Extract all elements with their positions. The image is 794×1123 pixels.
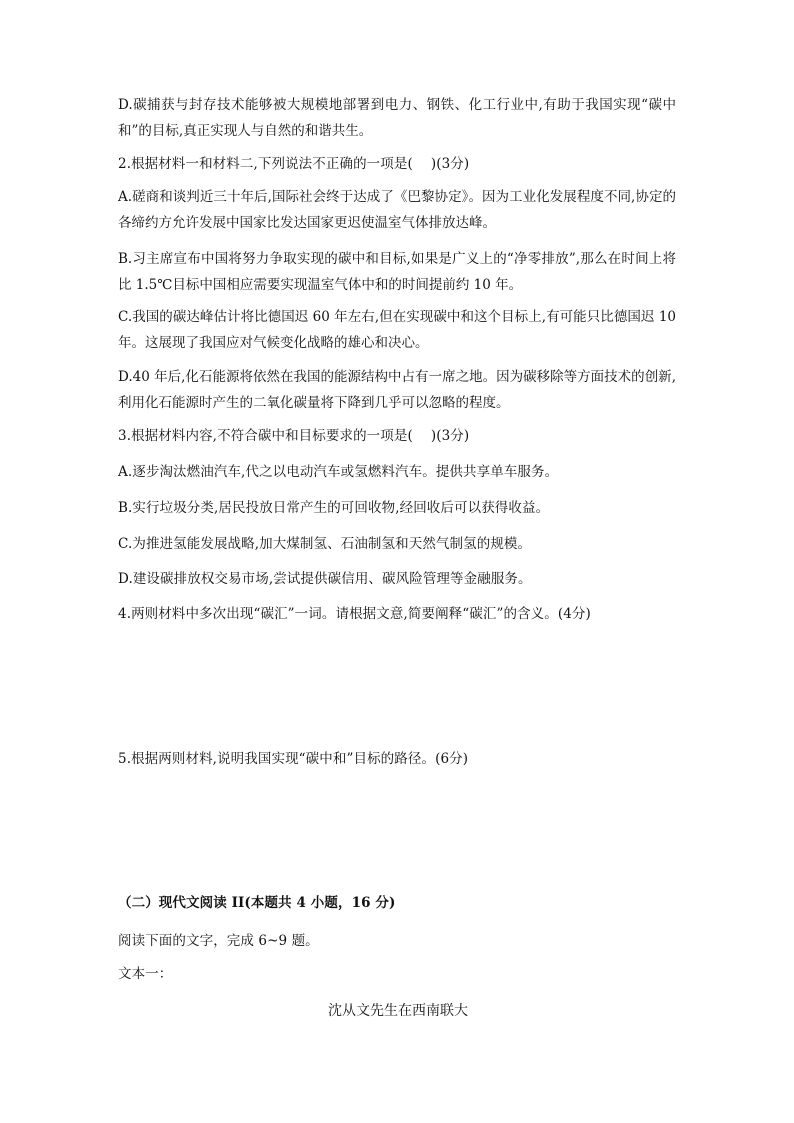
- section-instruction: 阅读下面的文字，完成 6~9 题。: [118, 933, 319, 949]
- q3-option-c: C.为推进氢能发展战略,加大煤制氢、石油制氢和天然气制氢的规模。: [118, 536, 532, 552]
- q3-option-a: A.逐步淘汰燃油汽车,代之以电动汽车或氢燃料汽车。提供共享单车服务。: [118, 464, 559, 480]
- q2-option-c: C.我国的碳达峰估计将比德国迟 60 年左右,但在实现碳中和这个目标上,有可能只比德国迟 10 年。这展现了我国应对气候变化战略的雄心和决心。: [118, 309, 676, 351]
- q2-stem: 2.根据材料一和材料二,下列说法不正确的一项是( )(3分): [118, 156, 470, 172]
- q4-stem: 4.两则材料中多次出现“碳汇”一词。请根据文意,简要阐释“碳汇”的含义。(4分): [118, 606, 591, 622]
- text-label: 文本一：: [118, 966, 173, 982]
- q2-option-b: B.习主席宣布中国将努力争取实现的碳中和目标,如果是广义上的“净零排放”,那么在时间上将比 1.5℃目标中国相应需要实现温室气体中和的时间提前约 10 年。: [118, 251, 676, 293]
- article-title: 沈从文先生在西南联大: [328, 1003, 468, 1019]
- q2-option-d: D.40 年后,化石能源将依然在我国的能源结构中占有一席之地。因为碳移除等方面技术的创新,利用化石能源时产生的二氧化碳量将下降到几乎可以忽略的程度。: [118, 369, 676, 411]
- q5-stem: 5.根据两则材料,说明我国实现“碳中和”目标的路径。(6分): [118, 751, 469, 767]
- q3-stem: 3.根据材料内容,不符合碳中和目标要求的一项是( )(3分): [118, 428, 470, 444]
- section-heading: （二）现代文阅读 II(本题共 4 小题，16 分): [118, 895, 396, 911]
- q1-option-d: D.碳捕获与封存技术能够被大规模地部署到电力、钢铁、化工行业中,有助于我国实现“碳中和”的目标,真正实现人与自然的和谐共生。: [118, 97, 676, 139]
- q3-option-d: D.建设碳排放权交易市场,尝试提供碳信用、碳风险管理等金融服务。: [118, 571, 532, 587]
- q2-option-a: A.磋商和谈判近三十年后,国际社会终于达成了《巴黎协定》。因为工业化发展程度不同,协定的各缔约方允许发展中国家比发达国家更迟使温室气体排放达峰。: [118, 189, 676, 231]
- q3-option-b: B.实行垃圾分类,居民投放日常产生的可回收物,经回收后可以获得收益。: [118, 500, 550, 516]
